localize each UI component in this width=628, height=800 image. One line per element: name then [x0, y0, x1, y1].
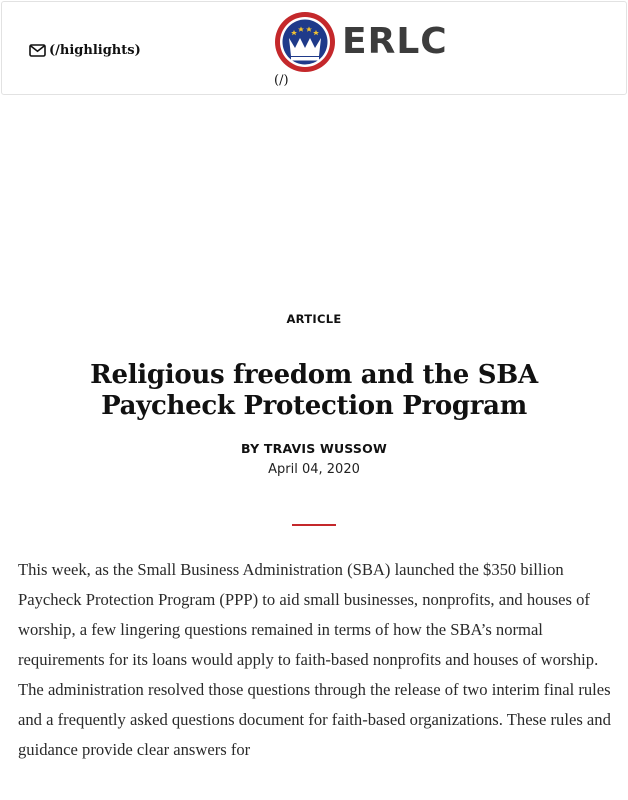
article-body-paragraph: This week, as the Small Business Administration (SBA) launched the $350 billion Paycheck Protection Program (PPP) to aid small businesses, nonprofits, and houses of worship, a few lingering questions remained in terms of how the SBA’s normal requirements for its loans would apply to faith-based nonprofits and houses of worship. The administration resolved those questions through the release of two interim final rules and a frequently asked questions document for faith-based organizations. These rules and guidance provide clear answers for: [18, 560, 611, 759]
article-title: Religious freedom and the SBA Paycheck Protection Program: [90, 360, 538, 421]
site-header: [1, 1, 627, 95]
logo-wordmark: ERLC: [342, 21, 448, 62]
envelope-icon: [29, 44, 46, 57]
home-link-label[interactable]: (/): [274, 73, 289, 88]
erlc-logo[interactable]: [274, 10, 448, 74]
section-divider: [292, 524, 336, 526]
article-type-label: ARTICLE: [286, 312, 342, 326]
crown-seal-icon: [274, 11, 336, 73]
article-byline[interactable]: BY TRAVIS WUSSOW: [241, 441, 387, 456]
article-date: April 04, 2020: [268, 462, 360, 477]
highlights-link[interactable]: [29, 40, 141, 60]
highlights-link-label: (/highlights): [49, 42, 141, 58]
